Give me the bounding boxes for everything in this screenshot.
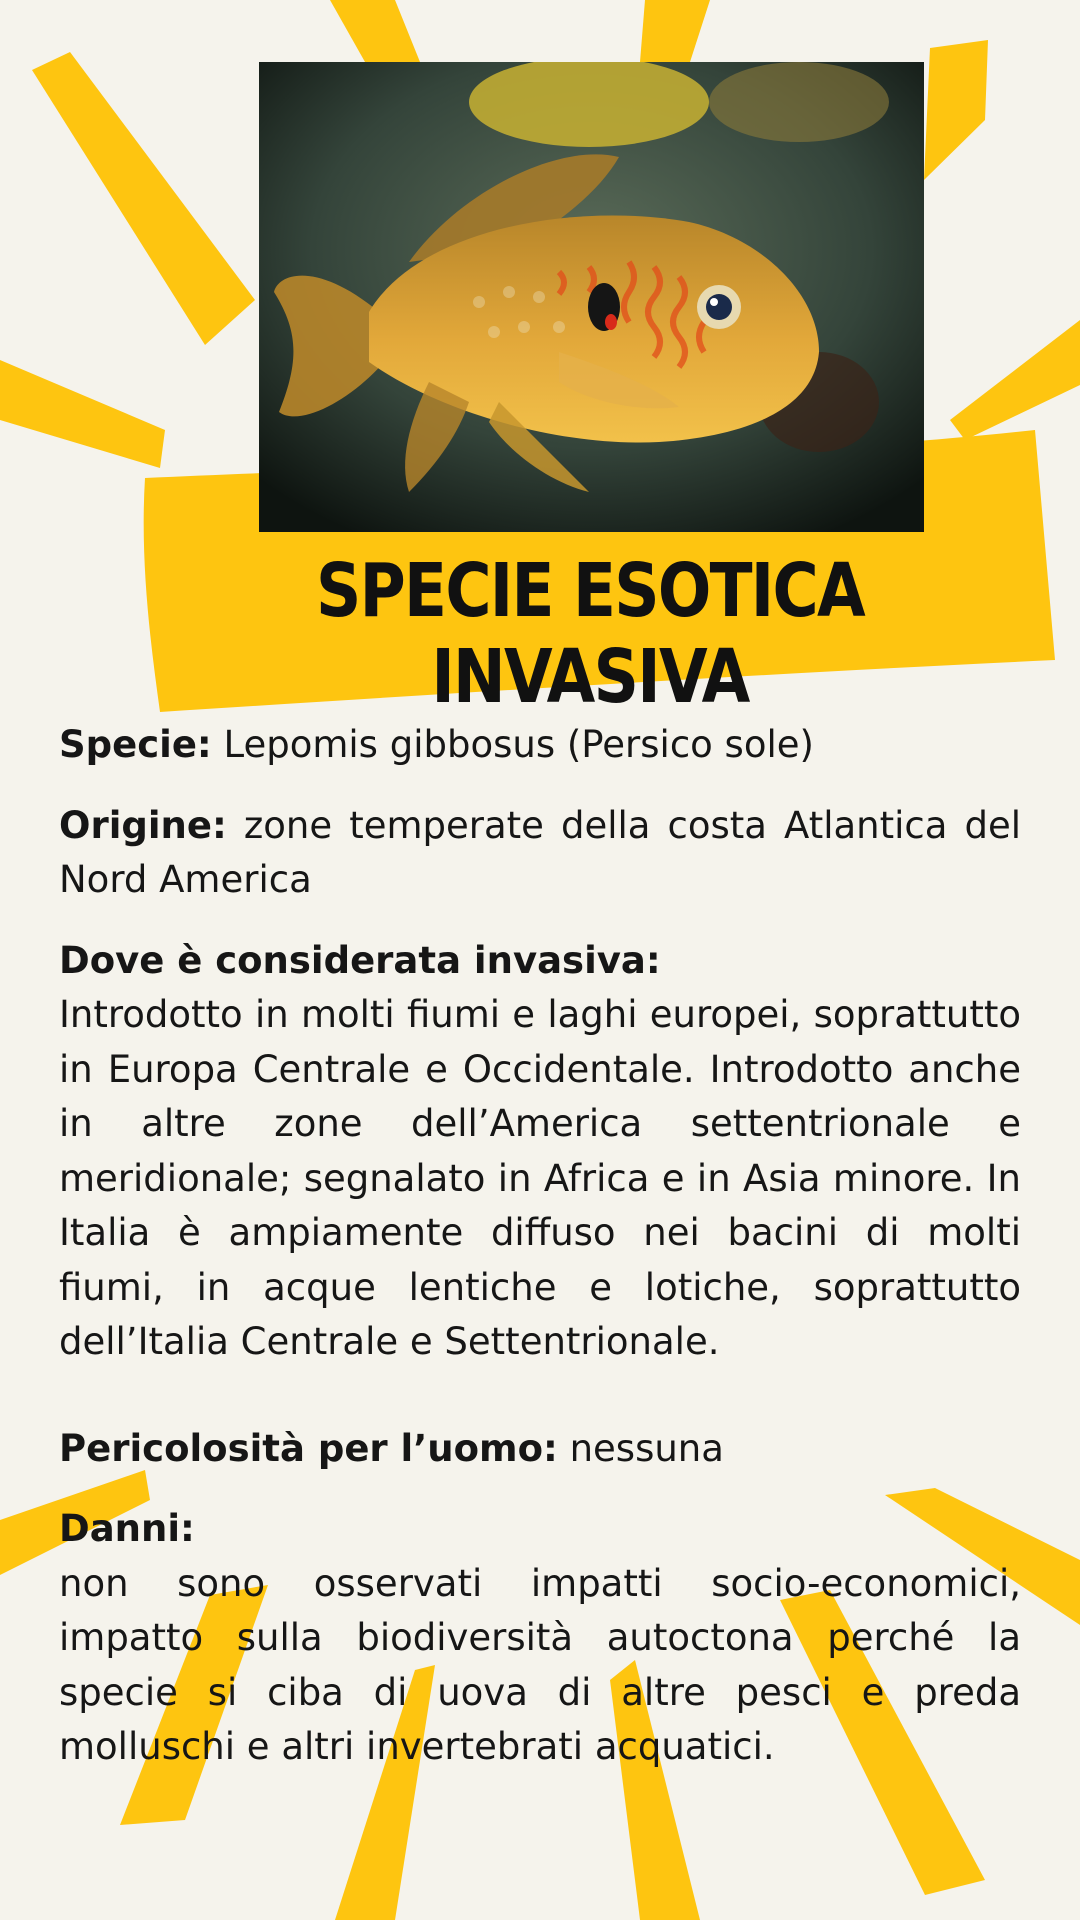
- specie-row: [59, 718, 1021, 773]
- pericolosita-row: [59, 1422, 1021, 1477]
- specie-value: Lepomis gibbosus (Persico sole): [223, 723, 814, 766]
- danni-value: non sono osservati impatti socio-economici, impatto sulla biodiversità autoctona perché la specie si ciba di uova di altre pesci e preda molluschi e altri invertebrati acquatici.: [59, 1561, 1021, 1768]
- dove-label: Dove è considerata invasiva:: [59, 938, 661, 982]
- pericolosita-label: Pericolosità per l’uomo:: [59, 1426, 558, 1470]
- fish-photo: [259, 62, 924, 532]
- origine-label: Origine:: [59, 803, 227, 847]
- specie-label: Specie:: [59, 723, 212, 766]
- pericolosita-value: nessuna: [569, 1426, 724, 1470]
- danni-label: Danni:: [59, 1507, 195, 1550]
- danni-row: [59, 1502, 1021, 1775]
- origine-value: zone temperate della costa Atlantica del Nord America: [59, 803, 1022, 901]
- page-title: SPECIE ESOTICA INVASIVA: [316, 548, 864, 720]
- dove-row: [59, 934, 1021, 1370]
- origine-row: [59, 799, 1021, 908]
- dove-value: Introdotto in molti fiumi e laghi europei, soprattutto in Europa Centrale e Occidentale. Introdotto anche in altre zone dell’America settentrionale e meridionale; segnalato in Africa e in Asia minore. In Italia è ampiamente diffuso nei bacini di molti fiumi, in acque lentiche e lotiche, soprattutto dell’Italia Centrale e Settentrionale.: [59, 993, 1021, 1363]
- species-info: [59, 718, 1021, 1801]
- fish-illustration: [259, 62, 924, 532]
